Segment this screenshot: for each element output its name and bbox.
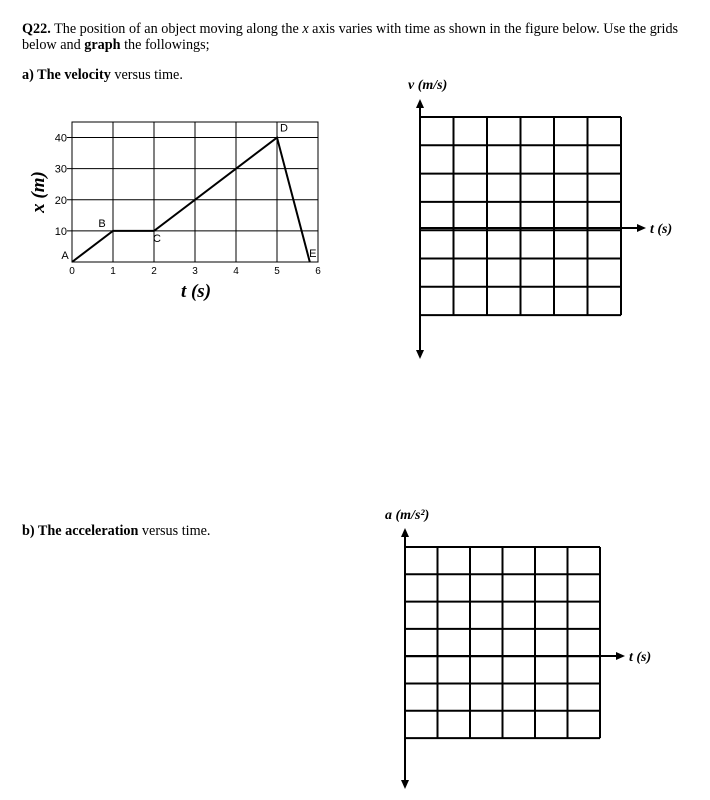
acceleration-axis-label: a (m/s²) [385,508,430,523]
acceleration-t-axis-arrow [616,652,625,660]
acceleration-axis-arrow-down [401,780,409,789]
acceleration-axis-arrow-up [401,528,409,537]
x-axis-label: t (s) [180,281,212,302]
y-tick-labels [55,133,67,238]
point-label-e: E [309,248,317,260]
point-label-c: C [153,232,161,245]
x-tick-label: 6 [315,266,321,277]
velocity-axis-arrow-down [416,350,424,359]
y-tick-label: 10 [54,225,67,238]
x-tick-label: 0 [69,266,75,277]
velocity-axis-arrow-up [416,99,424,108]
question-text: Q22. The position of an object moving along the x axis varies with time as shown in the figure below. Use the grids below and graph the followings; [22,21,679,53]
x-gridlines [113,122,277,262]
point-label-d: D [280,122,288,135]
x-tick-label: 2 [151,266,157,277]
x-tick-label: 5 [274,266,280,277]
position-time-chart [0,95,340,310]
point-label-b: B [98,217,106,230]
velocity-grid [400,70,700,370]
velocity-t-label: t (s) [650,222,673,237]
question-number: Q22. [22,21,51,37]
part-b-heading: b) The acceleration versus time. [22,523,211,539]
y-tick-label: 20 [54,194,67,207]
acceleration-grid [380,500,680,800]
x-tick-label: 3 [192,266,198,277]
acceleration-grid-lines [405,547,600,738]
y-tick-label: 40 [54,132,67,145]
y-axis-label: x (m) [28,171,49,213]
velocity-grid-lines [420,117,621,315]
x-tick-label: 4 [233,266,239,277]
x-tick-label: 1 [110,266,116,277]
acceleration-t-label: t (s) [629,650,652,665]
part-a-heading: a) The velocity versus time. [22,67,183,83]
velocity-axis-label: v (m/s) [408,78,448,93]
x-tick-labels [69,266,321,277]
velocity-t-axis-arrow [637,224,646,232]
y-tick-label: 30 [54,163,67,176]
point-label-a: A [61,250,69,262]
